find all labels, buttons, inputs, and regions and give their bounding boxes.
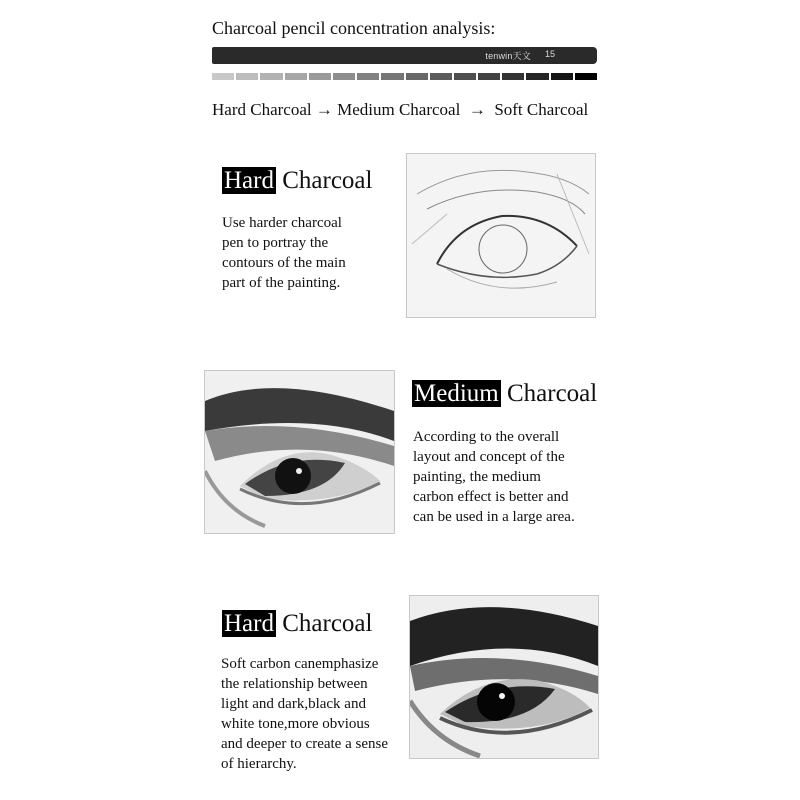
tone-swatch — [454, 73, 476, 80]
tone-swatch — [430, 73, 452, 80]
tone-swatch — [357, 73, 379, 80]
tone-swatch — [212, 73, 234, 80]
tone-swatch — [575, 73, 597, 80]
tone-swatch — [526, 73, 548, 80]
pencil-grade-label: 15 — [544, 49, 555, 59]
tone-swatch — [381, 73, 403, 80]
tone-swatch — [333, 73, 355, 80]
heading-rest: Charcoal — [282, 167, 373, 194]
section-heading-hard — [222, 166, 372, 196]
tone-swatch — [551, 73, 573, 80]
eye-sketch-hard-image — [406, 153, 596, 318]
heading-rest: Charcoal — [506, 380, 598, 407]
section-heading-soft — [222, 609, 372, 639]
flow-hard-label: Hard Charcoal — [212, 100, 312, 119]
section-description-soft: Soft carbon canemphasize the relationship between light and dark,black and white tone,more obvious and deeper to create a sense of hierarchy. — [221, 656, 388, 772]
tone-swatch — [309, 73, 331, 80]
tone-swatch — [502, 73, 524, 80]
tone-swatch — [478, 73, 500, 80]
tone-swatch — [236, 73, 258, 80]
arrow-right-icon: → — [468, 100, 486, 119]
heading-highlight: Hard — [224, 167, 274, 194]
page-title: Charcoal pencil concentration analysis: — [212, 18, 496, 38]
tone-gradient-swatches — [212, 73, 597, 80]
eye-sketch-soft-image — [409, 595, 599, 759]
charcoal-pencil-illustration — [212, 47, 597, 64]
section-description-hard: Use harder charcoal pen to portray the contours of the main part of the painting. — [222, 215, 346, 291]
tone-swatch — [406, 73, 428, 80]
flow-medium-label: Medium Charcoal — [337, 100, 461, 119]
section-heading-medium — [412, 379, 597, 409]
flow-soft-label: Soft Charcoal — [494, 100, 589, 119]
tone-swatch — [285, 73, 307, 80]
heading-highlight: Medium — [414, 380, 499, 407]
eye-sketch-medium-image — [204, 370, 395, 534]
heading-highlight: Hard — [224, 610, 274, 637]
arrow-right-icon: → — [315, 100, 333, 119]
hardness-flow — [212, 100, 588, 120]
section-description-medium: According to the overall layout and concept of the painting, the medium carbon effect is better and can be used in a large area. — [413, 429, 575, 525]
tone-swatch — [260, 73, 282, 80]
heading-rest: Charcoal — [282, 610, 373, 637]
pencil-brand-label: tenwin天文 — [485, 51, 531, 61]
